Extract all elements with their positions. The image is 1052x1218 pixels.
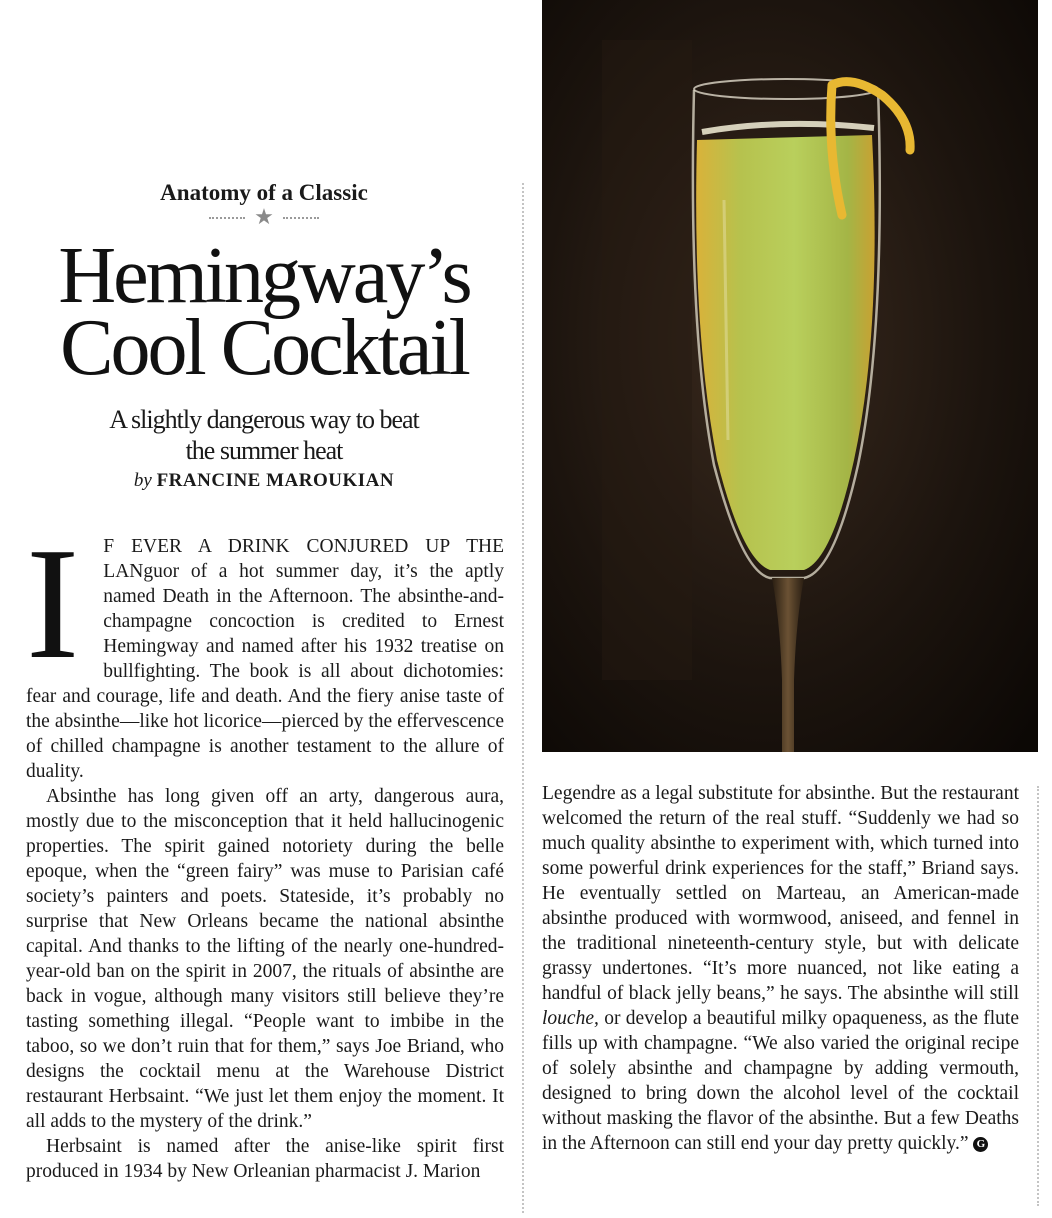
headline (0, 232, 528, 392)
background-wood-panel (602, 40, 692, 680)
paragraph-3-text-a: Legendre as a legal substitute for absinthe. But the restaurant welcomed the return of the real stuff. “Suddenly we had so much quality absinthe to experiment with, which turned into some powerful drink experiences for the staff,” Briand says. He eventually settled on Marteau, an American-made absinthe produced with wormwood, aniseed, and fennel in the traditional nineteenth-century style, but with delicate grassy undertones. “It’s more nuanced, not like eating a handful of black jelly beans,” he says. The absinthe will still (542, 783, 1019, 1004)
dotted-rule-right (283, 217, 319, 219)
subheadline-line-2: the summer heat (185, 436, 343, 465)
star-icon: ★ (254, 205, 274, 230)
byline-prefix: by (133, 470, 152, 491)
champagne-flute-illustration (542, 0, 1038, 752)
author-name: FRANCINE MAROUKIAN (156, 470, 395, 491)
column-divider-right (1037, 786, 1039, 1206)
italic-term: louche, (542, 1008, 599, 1029)
kicker: Anatomy of a Classic (160, 180, 368, 205)
end-mark-icon: G (973, 1137, 988, 1152)
paragraph-3-text-b: or develop a beautiful milky opaqueness, as the flute fills up with champagne. “We also varied the original recipe of solely absinthe and champagne by adding vermouth, designed to bring down the alcohol level of the cocktail without masking the flavor of the absinthe. But a few Deaths in the Afternoon can still end your day pretty quickly.” (542, 1008, 1020, 1154)
headline-line-1: Hemingway’s (58, 232, 470, 320)
kicker-ornament (0, 205, 528, 230)
cocktail-photo (542, 0, 1038, 752)
paragraph-1: F EVER A DRINK CONJURED UP THE LANguor of a hot summer day, it’s the aptly named Death in the Afternoon. The absinthe-and-champagne concoction is credited to Ernest Hemingway and named after his 1932 treatise on bullfighting. The book is all about dichotomies: fear and courage, life and death. And the fiery anise taste of the absinthe—like hot licorice—pierced by the effervescence of chilled champagne is another testament to the allure of duality. (26, 536, 504, 782)
body-column-right (542, 781, 1019, 1156)
dotted-rule-left (209, 217, 245, 219)
subheadline-line-1: A slightly dangerous way to beat (109, 405, 419, 434)
subheadline (0, 404, 528, 466)
drop-cap: I (26, 514, 80, 692)
paragraph-2: Absinthe has long given off an arty, dangerous aura, mostly due to the misconception that it held hallucinogenic properties. The spirit gained notoriety during the belle epoque, when the “green fairy” was muse to Parisian café society’s painters and poets. Stateside, it’s probably no surprise that New Orleans became the national absinthe capital. And thanks to the lifting of the nearly one-hundred-year-old ban on the spirit in 2007, the rituals of absinthe are back in vogue, although many visitors still believe they’re tasting something illegal. “People want to imbibe in the taboo, so we don’t ruin that for them,” says Joe Briand, who designs the cocktail menu at the Warehouse District restaurant Herbsaint. “We just let them enjoy the moment. It all adds to the mystery of the drink.” (26, 786, 504, 1132)
paragraph-3-continued (542, 781, 1019, 1156)
paragraph-3: Herbsaint is named after the anise-like spirit first produced in 1934 by New Orleanian pharmacist J. Marion (26, 1136, 504, 1182)
column-divider-left (522, 183, 524, 1213)
headline-line-2: Cool Cocktail (60, 304, 468, 392)
byline (0, 470, 528, 492)
body-column-left (26, 514, 504, 1184)
